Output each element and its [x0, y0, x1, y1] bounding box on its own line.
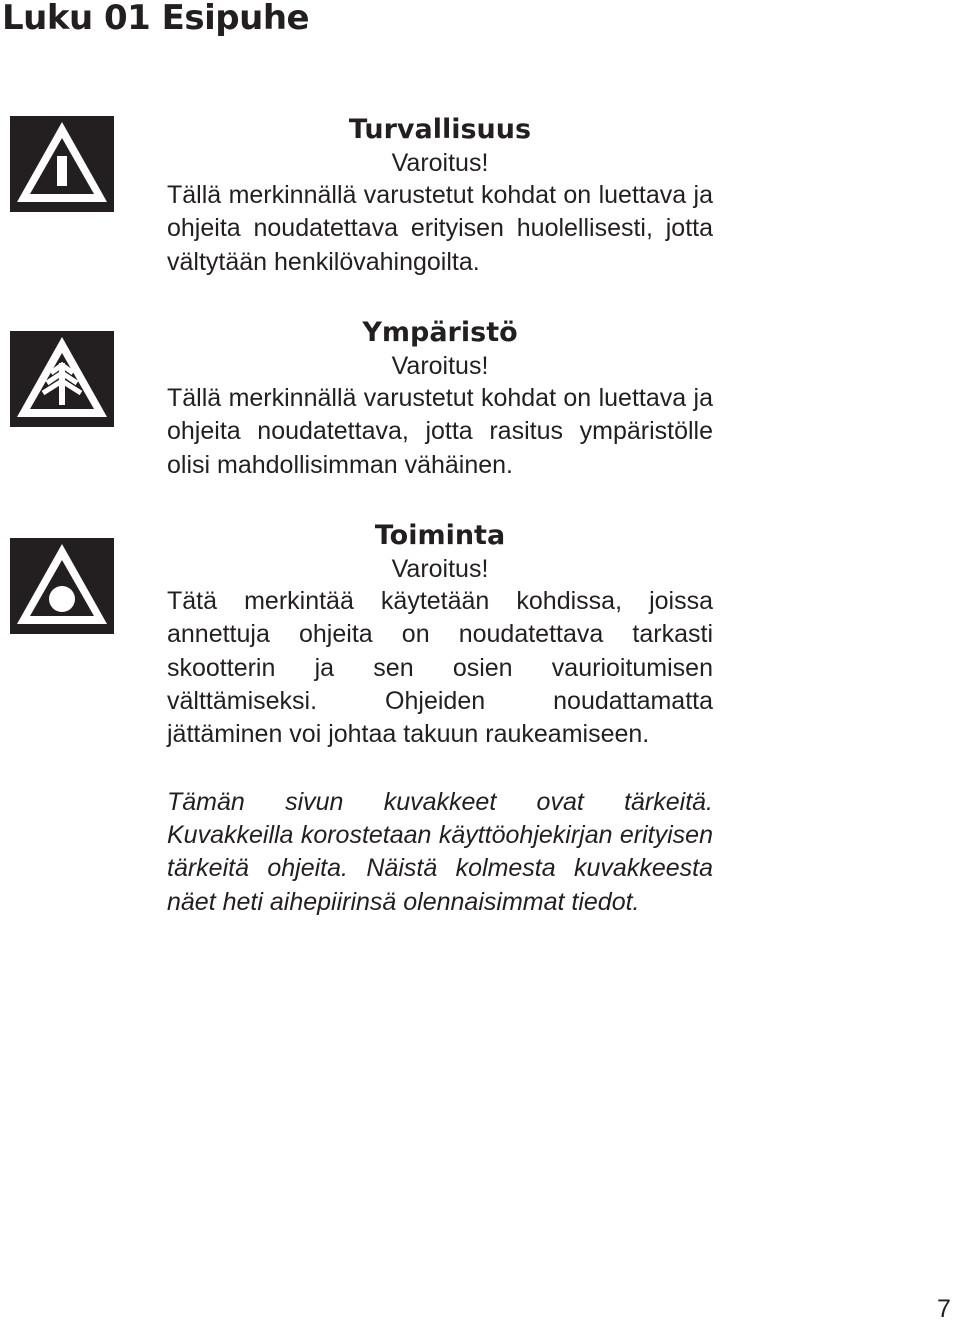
section-safety	[167, 113, 713, 279]
environment-tree-icon	[10, 331, 114, 427]
section-environment	[167, 316, 713, 482]
section-heading: Ympäristö	[362, 317, 518, 348]
section-warning-label: Varoitus!	[391, 352, 489, 380]
icon-note: Tämän sivun kuvakkeet ovat tärkeitä. Kuvakkeilla korostetaan käyttöohjekirjan erityisen tärkeitä ohjeita. Näistä kolmesta kuvakkeesta näet heti aihepiirinsä olennaisimmat tiedot.	[167, 788, 713, 916]
chapter-title: Luku 01 Esipuhe	[2, 0, 310, 38]
section-warning-label: Varoitus!	[391, 149, 489, 177]
section-function	[167, 519, 713, 751]
section-body: Tätä merkintää käytetään kohdissa, joissa annettuja ohjeita on noudatettava tarkasti skootterin ja sen osien vaurioitumisen välttämiseksi. Ohjeiden noudattamatta jättäminen voi johtaa takuun raukeamiseen.	[167, 587, 713, 749]
section-body: Tällä merkinnällä varustetut kohdat on luettava ja ohjeita noudatettava, jotta rasitus ympäristölle olisi mahdollisimman vähäinen.	[167, 384, 713, 479]
section-heading: Toiminta	[374, 520, 506, 551]
function-dot-icon	[10, 538, 114, 634]
section-heading: Turvallisuus	[348, 114, 532, 145]
page-number: 7	[937, 1295, 951, 1323]
warning-exclamation-icon	[10, 116, 114, 212]
section-warning-label: Varoitus!	[391, 555, 489, 583]
section-body: Tällä merkinnällä varustetut kohdat on luettava ja ohjeita noudatettava erityisen huolellisesti, jotta vältytään henkilövahingoilta.	[167, 181, 713, 276]
